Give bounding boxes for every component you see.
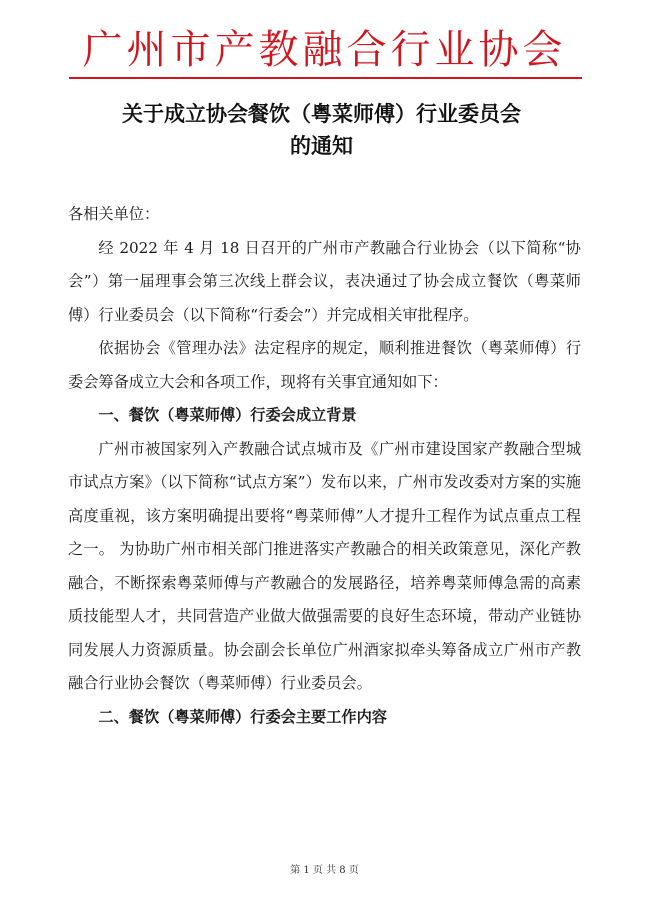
section-heading-background: 一、餐饮（粤菜师傅）行委会成立背景 xyxy=(98,406,357,424)
organization-letterhead: 广州市产教融合行业协会 xyxy=(82,27,567,73)
section-heading-main-work: 二、餐饮（粤菜师傅）行委会主要工作内容 xyxy=(98,707,387,726)
document-body xyxy=(68,198,581,734)
letterhead-red-rule xyxy=(69,77,582,79)
paragraph-procedure-notice: 依据协会《管理办法》法定程序的规定，顺利推进餐饮（粤菜师傅）行委会筹备成立大会和各项工作，现将有关事宜通知如下： xyxy=(68,339,581,391)
document-title-line-1: 关于成立协会餐饮（粤菜师傅）行业委员会 xyxy=(122,102,521,126)
document-title-line-2: 的通知 xyxy=(290,134,353,158)
paragraph-meeting-decision: 经 2022 年 4 月 18 日召开的广州市产教融合行业协会（以下简称“协会”）第一届理事会第三次线上群会议，表决通过了协会成立餐饮（粤菜师傅）行业委员会（以下简称“行委会”）并完成相关审批程序。 xyxy=(68,238,581,324)
paragraph-background: 广州市被国家列入产教融合试点城市及《广州市建设国家产教融合型城市试点方案》（以下简称“试点方案”）发布以来，广州市发改委对方案的实施高度重视，该方案明确提出要将“粤菜师傅”人才提升工程作为试点重点工程之一。 为协助广州市相关部门推进落实产教融合的相关政策意见，深化产教融合，不断探索粤菜师傅与产教融合的发展路径，培养粤菜师傅急需的高素质技能型人才，共同营造产业做大做强需要的良好生态环境，带动产业链协同发展人力资源质量。协会副会长单位广州酒家拟牵头筹备成立广州市产教融合行业协会餐饮（粤菜师傅）行业委员会。 xyxy=(68,439,581,692)
page-footer: 第 1 页 共 8 页 xyxy=(290,865,359,876)
document-title xyxy=(100,98,600,162)
salutation: 各相关单位： xyxy=(68,205,160,223)
